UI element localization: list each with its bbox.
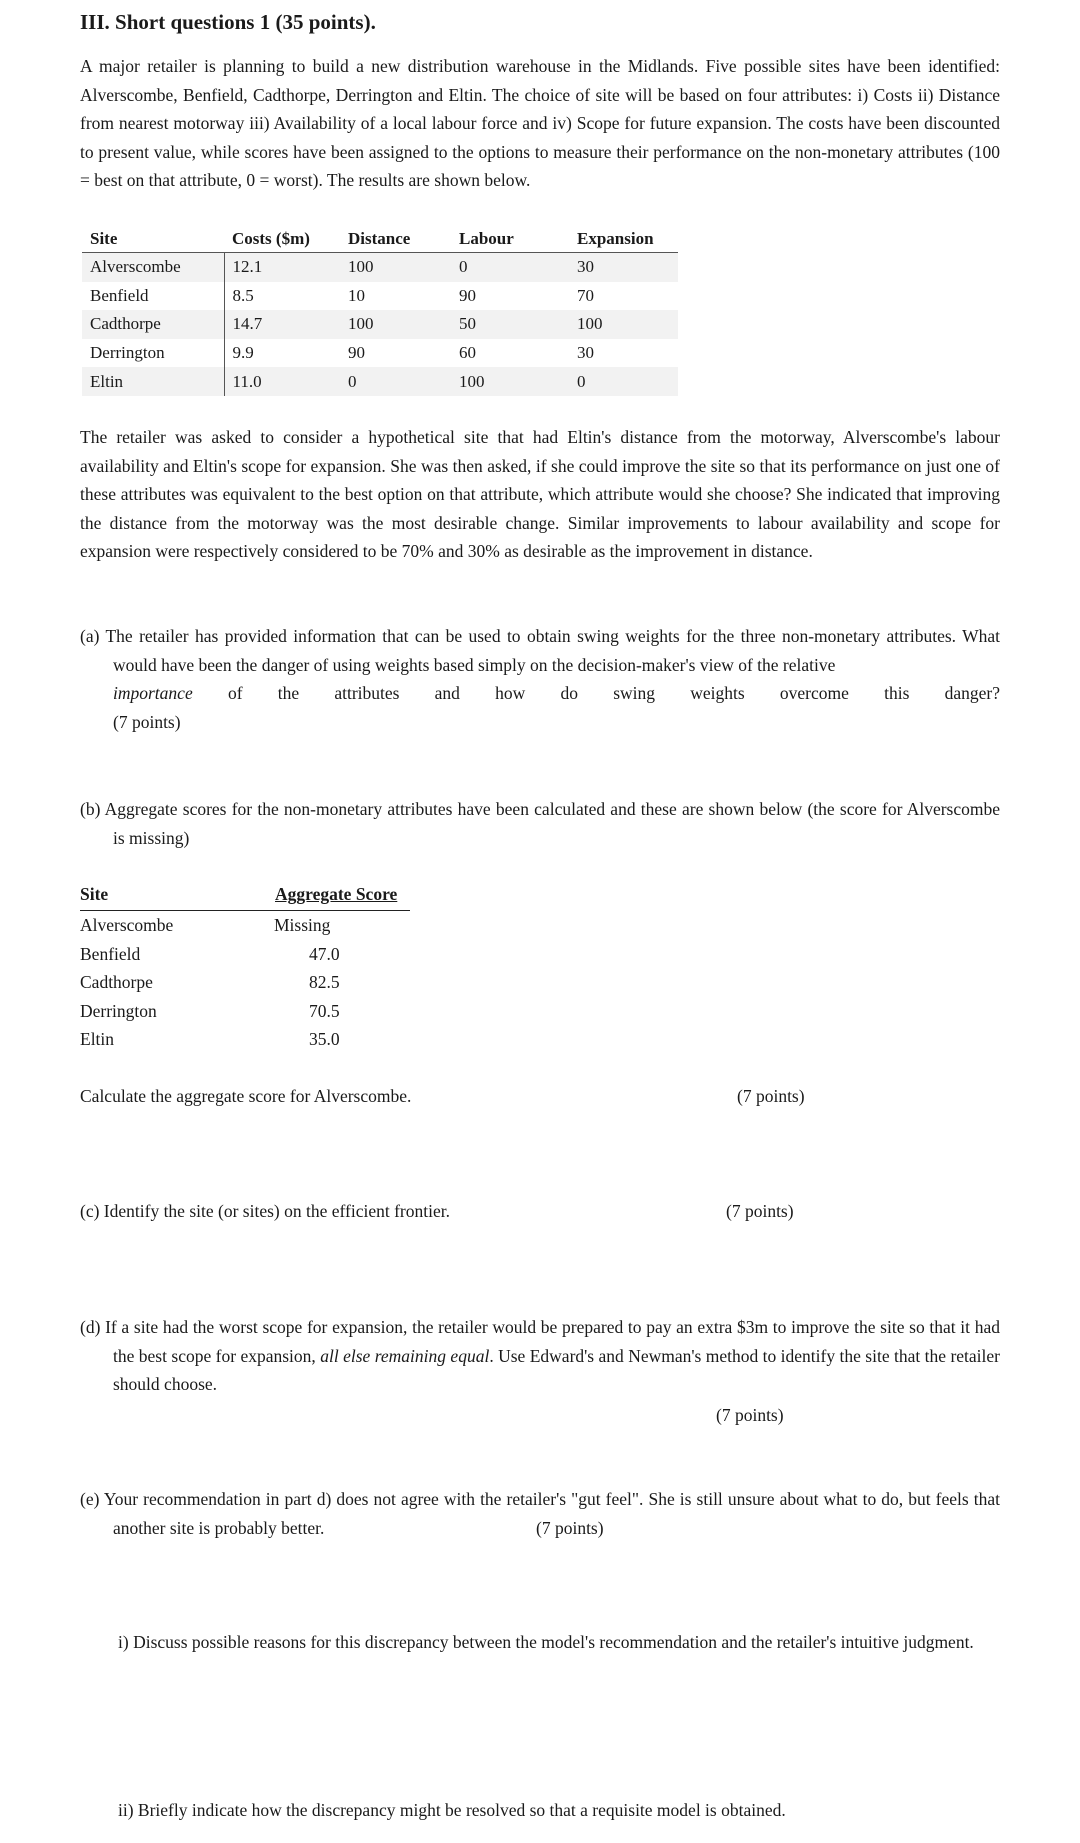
cell-labour: 90: [459, 285, 476, 305]
question-a-line3: of the attributes and how do swing weights overcome this danger?: [227, 683, 1000, 704]
table-row: [82, 339, 678, 368]
cell-site: Eltin: [82, 367, 224, 396]
table-row: [80, 911, 410, 940]
aggregate-site: Alverscombe: [80, 915, 174, 935]
question-b-calc: Calculate the aggregate score for Alverscombe.: [80, 1086, 412, 1106]
cell-expansion: 70: [577, 285, 594, 305]
question-a-line1: (a) The retailer has provided information that can be used to obtain swing weights for the three non-monetary attributes.: [80, 626, 957, 646]
table-row: [82, 367, 678, 396]
cell-costs: 8.5: [232, 285, 254, 305]
aggregate-header-site: Site: [80, 884, 109, 904]
table-row: [82, 282, 678, 311]
sites-table: [82, 226, 678, 396]
table-row: [80, 1025, 410, 1054]
question-e-sub-i: i) Discuss possible reasons for this discrepancy between the model's recommendation and the retailer's intuitive judgment.: [118, 1632, 974, 1652]
cell-distance: 10: [348, 285, 365, 305]
header-labour: Labour: [459, 229, 514, 248]
cell-labour: 50: [459, 314, 476, 334]
cell-costs: 9.9: [232, 343, 254, 363]
cell-expansion: 30: [577, 257, 594, 277]
cell-site: Cadthorpe: [82, 310, 224, 339]
question-d-italic: all else remaining equal: [320, 1345, 490, 1366]
cell-site: Alverscombe: [82, 253, 224, 282]
aggregate-table-header: [80, 882, 410, 911]
aggregate-site: Benfield: [80, 943, 141, 964]
hypothetical-paragraph: The retailer was asked to consider a hypothetical site that had Eltin's distance from the motorway, Alverscombe's labour availability and Eltin's scope for expansion. She was then asked, if she could improve the site so that its performance on just one of these attributes was equivalent to the best option on that attribute, which attribute would she choose? She indicated that improving the distance from the motorway was the most desirable change. Similar improvements to labour availability and scope for expansion were respectively considered to be 70% and 30% as desirable as the improvement in distance.: [80, 427, 1000, 562]
question-a-line3-wrap: [113, 679, 1000, 708]
question-e-points: (7 points): [536, 1518, 604, 1538]
question-e-sub-ii: ii) Briefly indicate how the discrepancy might be resolved so that a requisite model is obtained.: [118, 1800, 786, 1820]
question-d: [80, 1313, 1000, 1399]
header-costs: Costs ($m): [232, 229, 310, 248]
aggregate-value: 47.0: [309, 943, 340, 964]
cell-expansion: 0: [577, 371, 586, 391]
question-d-points: (7 points): [716, 1405, 784, 1425]
cell-distance: 90: [348, 343, 365, 363]
table-row: [82, 310, 678, 339]
header-site: Site: [90, 229, 118, 248]
question-d-text-after: . Use Edward's and Newman's method to identify the site that the retailer should choose.: [113, 1345, 1001, 1395]
question-b-points: (7 points): [737, 1086, 805, 1106]
cell-costs: 14.7: [232, 314, 263, 334]
section-title: III. Short questions 1 (35 points).: [80, 10, 376, 34]
intro-paragraph: A major retailer is planning to build a new distribution warehouse in the Midlands. Five possible sites have been identified: Alverscombe, Benfield, Cadthorpe, Derrington and Eltin. The choice of site will be based on four attributes: i) Costs ii) Distance from nearest motorway iii) Availability of a local labour force and iv) Scope for future expansion. The costs have been discounted to present value, while scores have been assigned to the options to measure their performance on the non-monetary attributes (100 = best on that attribute, 0 = worst). The results are shown below.: [80, 56, 1000, 191]
question-b: (b) Aggregate scores for the non-monetary attributes have been calculated and these are shown below (the score for Alverscombe is missing): [80, 799, 1000, 848]
question-d-text-before: (d) If a site had the worst scope for expansion, the retailer would be prepared to pay an extra $3m to improve the site so that it had the best scope for expansion,: [80, 1317, 1000, 1366]
aggregate-value: 35.0: [309, 1029, 340, 1050]
table-row: [82, 253, 678, 282]
question-c: (c) Identify the site (or sites) on the efficient frontier.: [80, 1201, 450, 1221]
cell-distance: 0: [348, 371, 357, 391]
cell-expansion: 30: [577, 343, 594, 363]
question-c-points: (7 points): [726, 1201, 794, 1221]
header-distance: Distance: [348, 229, 411, 248]
cell-labour: 60: [459, 343, 476, 363]
question-e: (e) Your recommendation in part d) does not agree with the retailer's "gut feel". She is still unsure about what to do, but feels that another site is probably better.: [80, 1489, 1000, 1538]
cell-costs: 12.1: [232, 257, 263, 277]
cell-labour: 100: [459, 371, 485, 391]
table-row: [80, 940, 410, 969]
aggregate-score-table: [80, 882, 410, 1054]
table-row: [80, 968, 410, 997]
table-row: [80, 997, 410, 1026]
aggregate-site: Derrington: [80, 1000, 157, 1021]
question-a: [80, 622, 1000, 736]
cell-site: Derrington: [82, 339, 224, 368]
cell-labour: 0: [459, 257, 468, 277]
header-expansion: Expansion: [577, 229, 654, 248]
sites-table-header: [82, 226, 678, 253]
cell-distance: 100: [348, 257, 374, 277]
cell-costs: 11.0: [232, 371, 262, 391]
question-a-line2: What would have been the danger of using weights based simply on the decision-maker's view of the relative: [113, 626, 1001, 675]
cell-site: Benfield: [82, 282, 224, 311]
aggregate-header-score: Aggregate Score: [275, 884, 398, 904]
aggregate-value: 70.5: [309, 1000, 340, 1021]
aggregate-site: Eltin: [80, 1029, 115, 1050]
aggregate-site: Cadthorpe: [80, 972, 153, 993]
cell-distance: 100: [348, 314, 374, 334]
aggregate-value: 82.5: [309, 972, 340, 993]
aggregate-value: Missing: [274, 915, 331, 935]
cell-expansion: 100: [577, 314, 603, 334]
question-a-italic: importance: [113, 683, 193, 704]
question-a-points: (7 points): [113, 711, 181, 732]
